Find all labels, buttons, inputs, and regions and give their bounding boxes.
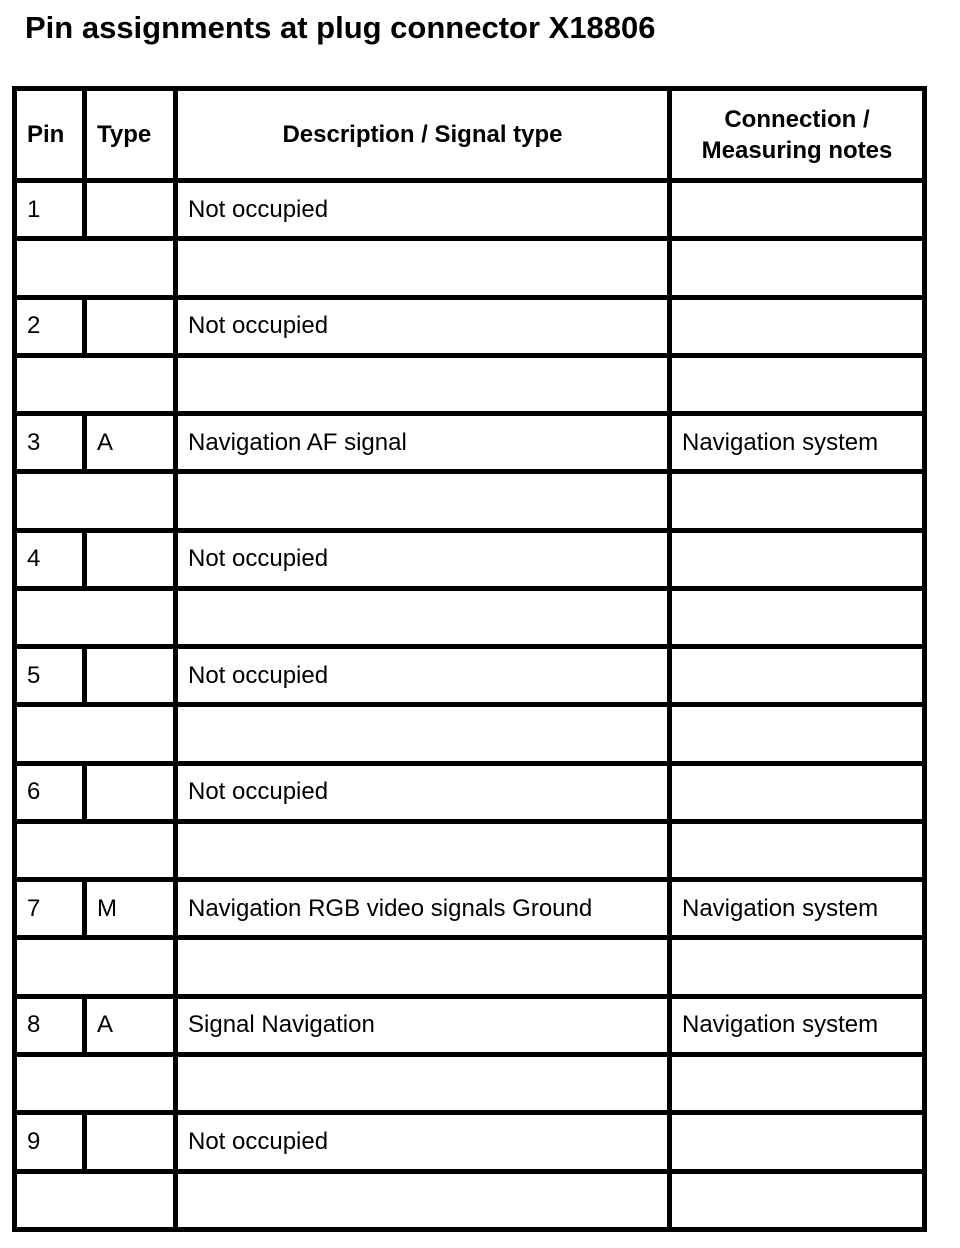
table-row: [15, 414, 925, 472]
empty-cell: [15, 705, 176, 763]
empty-cell: [176, 1054, 670, 1112]
description-cell: Not occupied: [176, 647, 670, 705]
table-row: [15, 1113, 925, 1171]
header-description: Description / Signal type: [176, 89, 670, 181]
notes-cell: [670, 647, 925, 705]
empty-cell: [176, 472, 670, 530]
spacer-row: [15, 239, 925, 297]
spacer-row: [15, 588, 925, 646]
notes-cell: [670, 763, 925, 821]
description-cell: Not occupied: [176, 297, 670, 355]
pin-cell: 7: [15, 880, 85, 938]
empty-cell: [15, 472, 176, 530]
description-cell: Not occupied: [176, 763, 670, 821]
header-notes-line1: Connection /: [724, 105, 870, 133]
empty-cell: [15, 1054, 176, 1112]
notes-cell: [670, 181, 925, 239]
description-cell: Signal Navigation: [176, 996, 670, 1054]
pin-assignment-table: [12, 86, 927, 1232]
pin-cell: 5: [15, 647, 85, 705]
type-cell: A: [85, 996, 176, 1054]
empty-cell: [176, 938, 670, 996]
empty-cell: [15, 821, 176, 879]
page-title: Pin assignments at plug connector X18806: [25, 10, 656, 45]
pin-cell: 1: [15, 181, 85, 239]
spacer-row: [15, 1171, 925, 1229]
empty-cell: [176, 588, 670, 646]
spacer-row: [15, 705, 925, 763]
empty-cell: [670, 938, 925, 996]
header-pin: Pin: [15, 89, 85, 181]
empty-cell: [176, 821, 670, 879]
table-row: [15, 181, 925, 239]
notes-cell: Navigation system: [670, 996, 925, 1054]
empty-cell: [176, 1171, 670, 1229]
empty-cell: [15, 355, 176, 413]
notes-cell: [670, 297, 925, 355]
type-cell: [85, 530, 176, 588]
empty-cell: [670, 821, 925, 879]
table-row: [15, 996, 925, 1054]
description-cell: Navigation AF signal: [176, 414, 670, 472]
empty-cell: [15, 588, 176, 646]
pin-cell: 4: [15, 530, 85, 588]
description-cell: Navigation RGB video signals Ground: [176, 880, 670, 938]
spacer-row: [15, 821, 925, 879]
description-cell: Not occupied: [176, 530, 670, 588]
empty-cell: [670, 705, 925, 763]
table-row: [15, 880, 925, 938]
description-cell: Not occupied: [176, 181, 670, 239]
empty-cell: [15, 938, 176, 996]
notes-cell: [670, 530, 925, 588]
pin-cell: 9: [15, 1113, 85, 1171]
type-cell: [85, 181, 176, 239]
empty-cell: [670, 1054, 925, 1112]
notes-cell: Navigation system: [670, 414, 925, 472]
empty-cell: [15, 1171, 176, 1229]
type-cell: [85, 647, 176, 705]
pin-cell: 2: [15, 297, 85, 355]
notes-cell: [670, 1113, 925, 1171]
spacer-row: [15, 355, 925, 413]
spacer-row: [15, 1054, 925, 1112]
type-cell: [85, 297, 176, 355]
description-cell: Not occupied: [176, 1113, 670, 1171]
spacer-row: [15, 472, 925, 530]
table-row: [15, 297, 925, 355]
empty-cell: [670, 1171, 925, 1229]
pin-cell: 3: [15, 414, 85, 472]
empty-cell: [176, 239, 670, 297]
table-row: [15, 530, 925, 588]
header-notes-line2: Measuring notes: [701, 136, 893, 164]
empty-cell: [670, 472, 925, 530]
table-row: [15, 647, 925, 705]
header-type: Type: [85, 89, 176, 181]
empty-cell: [670, 355, 925, 413]
pin-cell: 8: [15, 996, 85, 1054]
table-header-row: [15, 89, 925, 181]
spacer-row: [15, 938, 925, 996]
table-row: [15, 763, 925, 821]
empty-cell: [670, 588, 925, 646]
empty-cell: [176, 705, 670, 763]
notes-cell: Navigation system: [670, 880, 925, 938]
type-cell: A: [85, 414, 176, 472]
empty-cell: [15, 239, 176, 297]
type-cell: M: [85, 880, 176, 938]
header-notes: [670, 89, 925, 181]
type-cell: [85, 1113, 176, 1171]
type-cell: [85, 763, 176, 821]
empty-cell: [176, 355, 670, 413]
pin-cell: 6: [15, 763, 85, 821]
empty-cell: [670, 239, 925, 297]
